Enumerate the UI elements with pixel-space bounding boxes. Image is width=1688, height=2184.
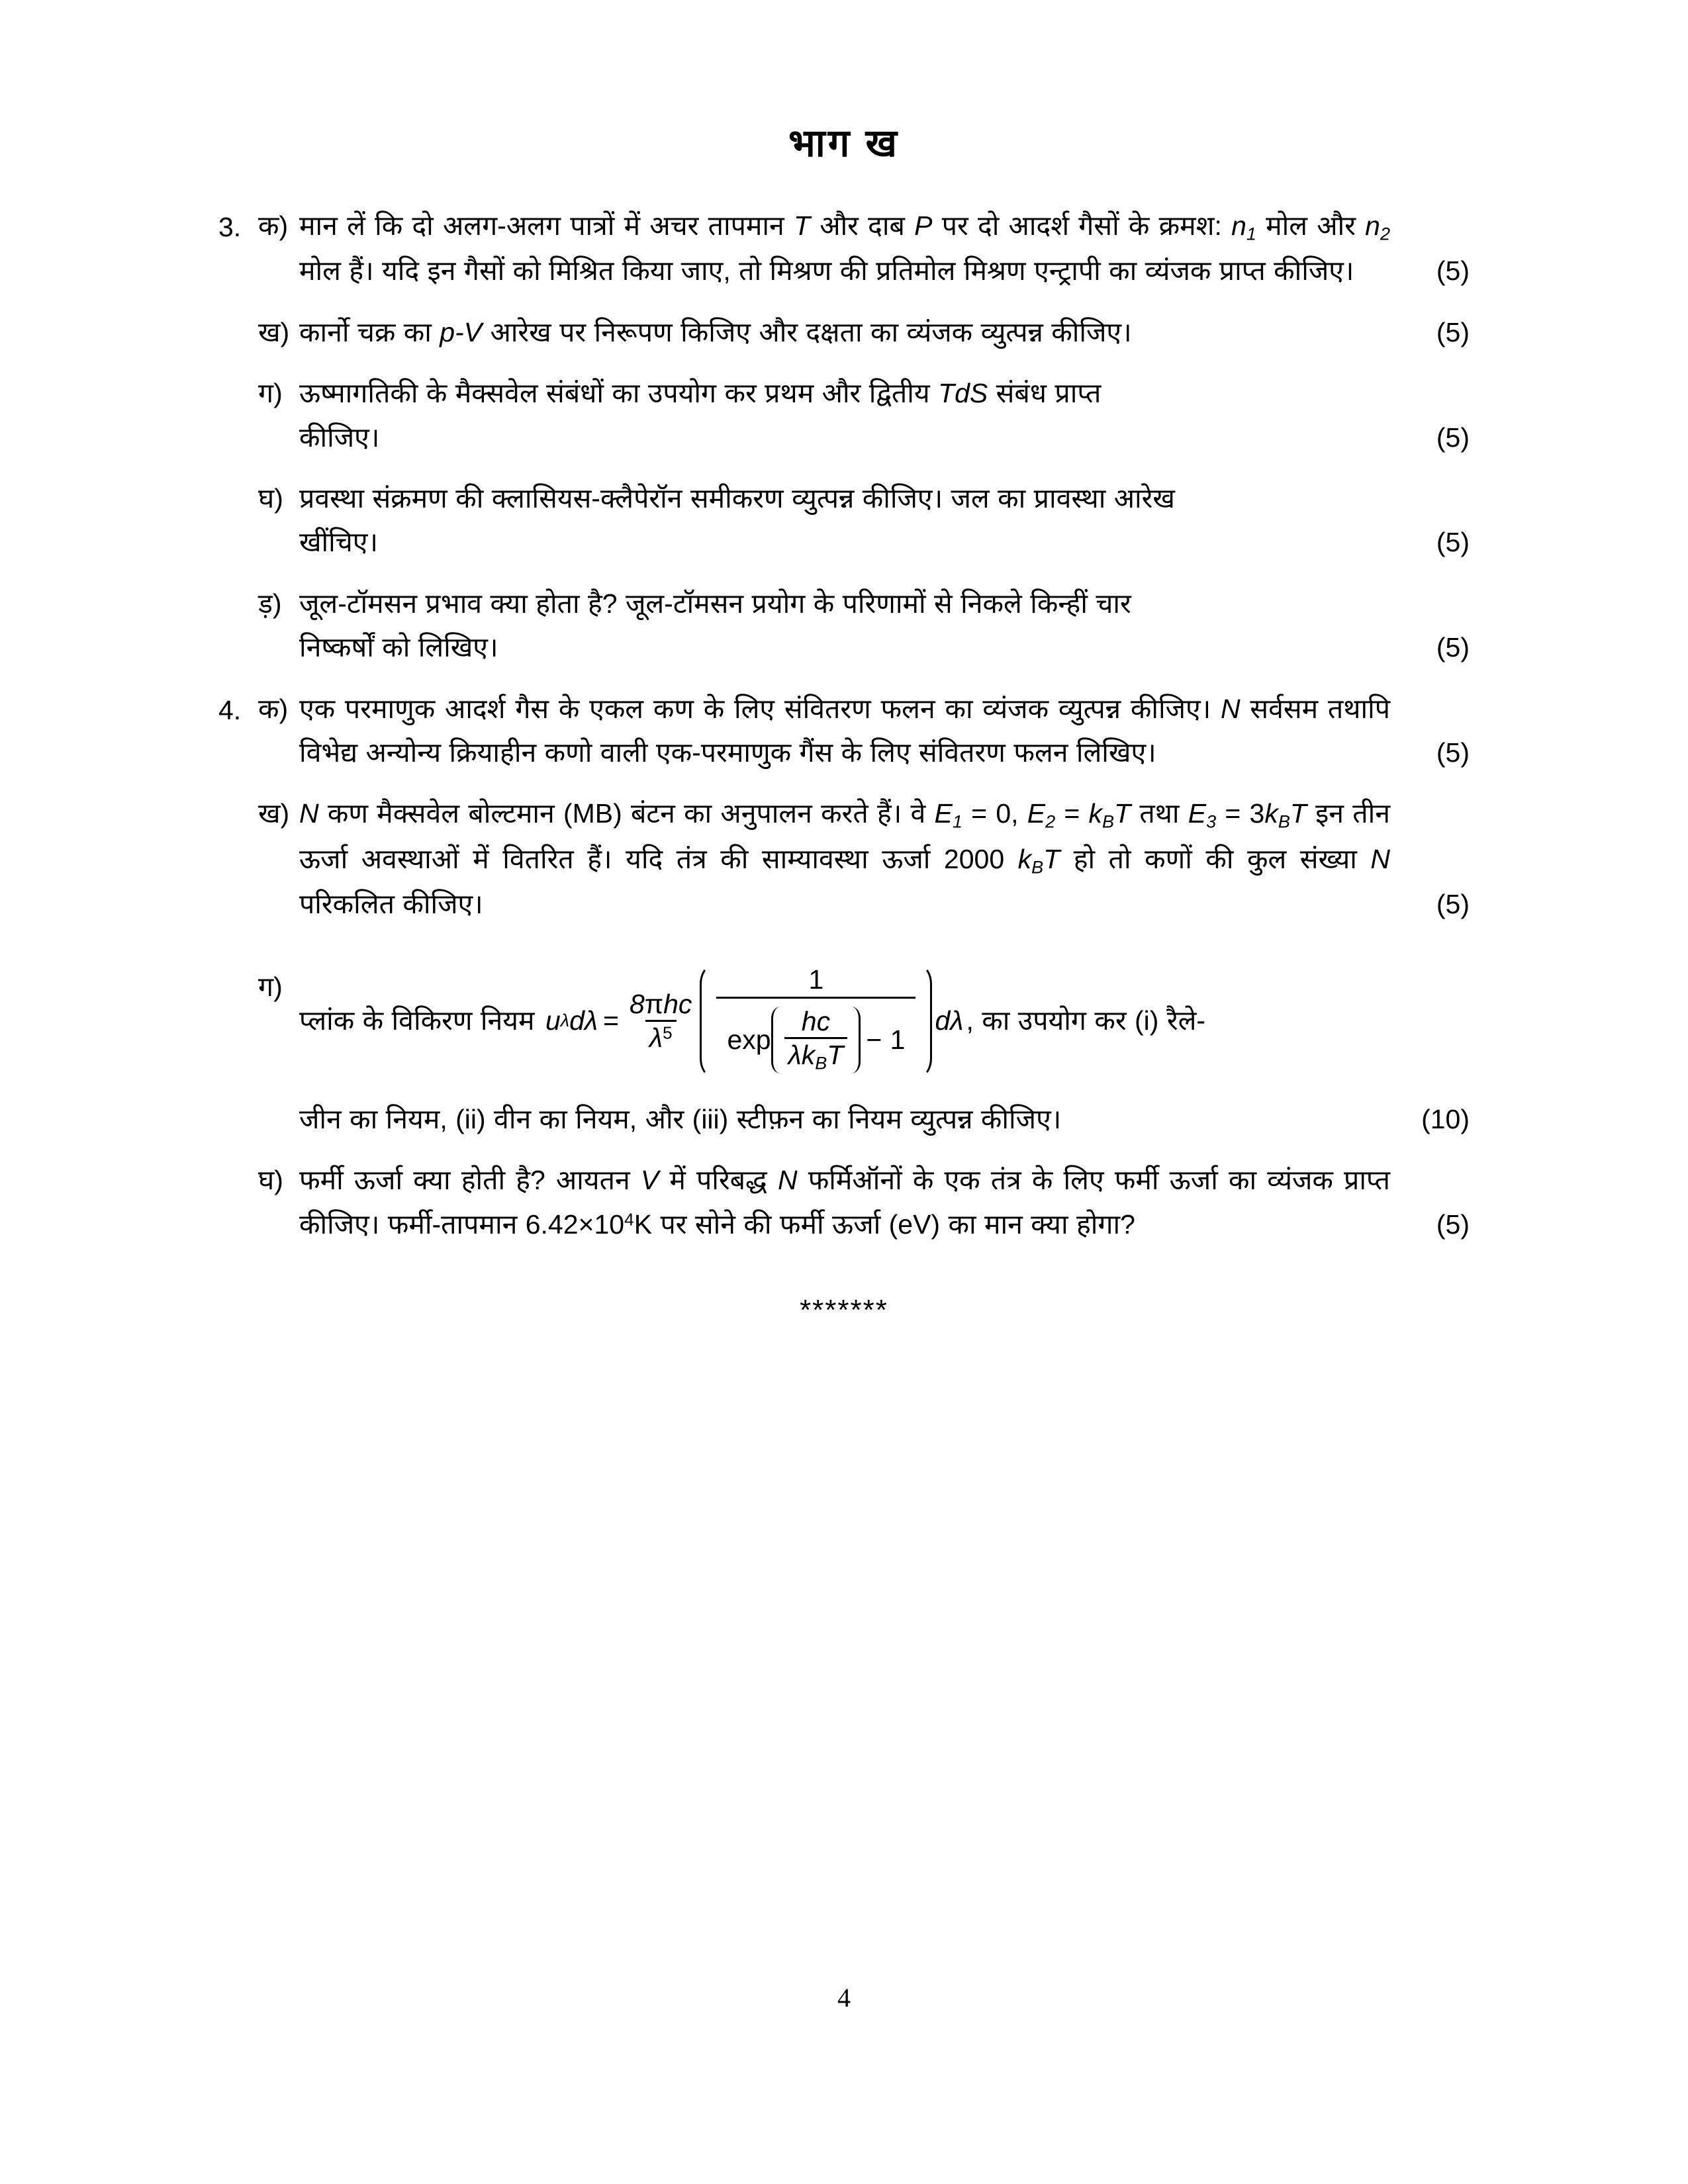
part-label-ka: क) [258,210,289,241]
fermi-temperature-mantissa: $\times 10^4$ [578,1208,634,1240]
part-text-3-nga: जूल-टॉमसन प्रभाव क्या होता है? जूल-टॉमसन प्रयोग के परिणामों से निकले किन्हीं चार निष्कर्षों को लिखिए। [299,588,1131,663]
question-3-part-nga [258,582,1470,670]
part-text-3-ga: ऊष्मागतिकी के मैक्सवेल संबंधों का उपयोग कर प्रथम और द्वितीय TdS संबंध प्राप्त कीजिए। [299,378,1102,453]
part-marks-4-ga: (10) [1421,1103,1470,1134]
question-3-part-ga [258,371,1470,459]
part-label-4-ga-cont [258,1097,299,1141]
exp-arg-denominator: $\lambda k_BT$ [784,1037,848,1073]
part-text-4-ga-formula [299,965,1390,1077]
question-3-part-kha [258,310,1470,354]
part-text-4-ka: एक परमाणुक आदर्श गैस के एकल कण के लिए संवितरण फलन का व्यंजक व्युत्पन्न कीजिए। N सर्वसम तथापि विभेद्य अन्योन्य क्रियाहीन कणो वाली एक-परमाणुक गैंस के लिए संवितरण फलन लिखिए। [299,693,1390,768]
formula-lead-text: प्लांक के विकिरण नियम [299,1005,535,1036]
part-marks-4-ga-spacer [1390,965,1470,1009]
part-text-4-kha: N कण मैक्सवेल बोल्टमान (MB) बंटन का अनुपालन करते हैं। वे $E_1 = 0$, $E_2 = k_BT$ तथा $E_3 = 3k_BT$ इन तीन ऊर्जा अवस्थाओं में वितरित हैं। यदि तंत्र की साम्यावस्था ऊर्जा 2000 $k_BT$ हो तो कणों की कुल संख्या N परिकलित कीजिए। [299,798,1391,920]
question-3-part-ka [258,204,1470,293]
part-label-ga: ग) [258,378,283,409]
formula-bracket-denominator [716,997,915,1077]
formula-coefficient-numerator: 8πhc [630,989,692,1020]
small-paren-left [771,1007,780,1073]
page-number: 4 [837,1983,851,2013]
footer-separator: ******* [800,1294,888,1327]
part-text-3-gha: प्रवस्था संक्रमण की क्लासियस-क्लैपेरॉन समीकरण व्युत्पन्न कीजिए। जल का प्रावस्था आरेख खींचिए। [299,483,1175,558]
part-text-3-ka: मान लें कि दो अलग-अलग पात्रों में अचर तापमान T और दाब P पर दो आदर्श गैसों के क्रमश: $n_1$ मोल और $n_2$ मोल हैं। यदि इन गैसों को मिश्रित किया जाए, तो मिश्रण की प्रतिमोल मिश्रण एन्ट्रापी का व्यंजक प्राप्त कीजिए। [299,210,1391,287]
question-4-part-gha [258,1158,1470,1246]
question-4-part-kha [258,792,1470,926]
part-marks-3-ka: (5) [1436,255,1470,287]
question-4-part-ka [258,687,1470,775]
formula-big-bracket [700,965,932,1077]
part-marks-3-kha: (5) [1436,316,1470,347]
part-marks-4-ka: (5) [1436,737,1470,768]
part-label-4-gha: घ) [258,1165,283,1196]
question-list [0,204,1688,1263]
part-marks-4-gha: (5) [1436,1208,1470,1240]
part-label-4-ka: क) [258,693,289,724]
part-marks-3-gha: (5) [1436,527,1470,558]
formula-trailing-differential: dλ [935,1005,964,1036]
formula-tail-text: का उपयोग कर (i) रैले- [982,1005,1206,1036]
part-label-kha: ख) [258,316,290,347]
fermi-temperature-value: 6.42 [525,1208,579,1240]
formula-coefficient-denominator: $\lambda^5$ [645,1020,677,1052]
formula-lhs: u λ dλ [545,1005,598,1036]
question-3-part-gha [258,477,1470,565]
formula-bracket-numerator: 1 [808,964,824,995]
section-heading: भाग ख [788,122,900,165]
question-4 [218,687,1470,1264]
formula-bracket-fraction [716,965,915,1077]
part-label-4-kha: ख) [258,798,290,829]
big-paren-right [919,965,932,1077]
question-4-part-ga-formula-row [258,965,1470,1077]
formula-minus-one: − 1 [866,1024,906,1056]
big-paren-left [700,965,712,1077]
question-3-number: 3. [218,212,242,242]
part-label-gha: घ) [258,483,283,514]
question-3 [218,204,1470,687]
formula-equals: = [603,1005,620,1036]
part-text-4-ga-second-line: जीन का नियम, (ii) वीन का नियम, और (iii) स्टीफ़न का नियम व्युत्पन्न कीजिए। [299,1103,1062,1134]
formula-coefficient-fraction [626,989,696,1053]
small-paren-right [851,1007,861,1073]
part-label-nga: ड़) [258,588,282,619]
exp-function-name: exp [727,1024,771,1056]
exp-argument-fraction [784,1007,848,1073]
planck-radiation-formula [299,965,1390,1077]
part-marks-4-kha: (5) [1436,889,1470,920]
question-4-part-ga-continuation [258,1097,1470,1141]
part-text-3-kha: कार्नो चक्र का p-V आरेख पर निरूपण किजिए और दक्षता का व्यंजक व्युत्पन्न कीजिए। [299,316,1132,347]
fermi-temperature-unit: K [633,1208,653,1240]
exp-arg-numerator: hc [801,1005,831,1036]
part-marks-3-nga: (5) [1436,632,1470,663]
formula-comma: , [966,1005,982,1036]
part-text-4-gha: फर्मी ऊर्जा क्या होती है? आयतन V में परिबद्ध N फर्मिऑनों के एक तंत्र के लिए फर्मी ऊर्जा का व्यंजक प्राप्त कीजिए। फर्मी-तापमान $6.42\times 10^4K$ पर सोने की फर्मी ऊर्जा (eV) का मान क्या होगा? [299,1165,1390,1240]
question-4-number: 4. [218,694,242,725]
exp-inner-paren [771,1007,861,1073]
part-label-4-ga: ग) [258,971,283,1002]
part-marks-3-ga: (5) [1436,422,1470,453]
